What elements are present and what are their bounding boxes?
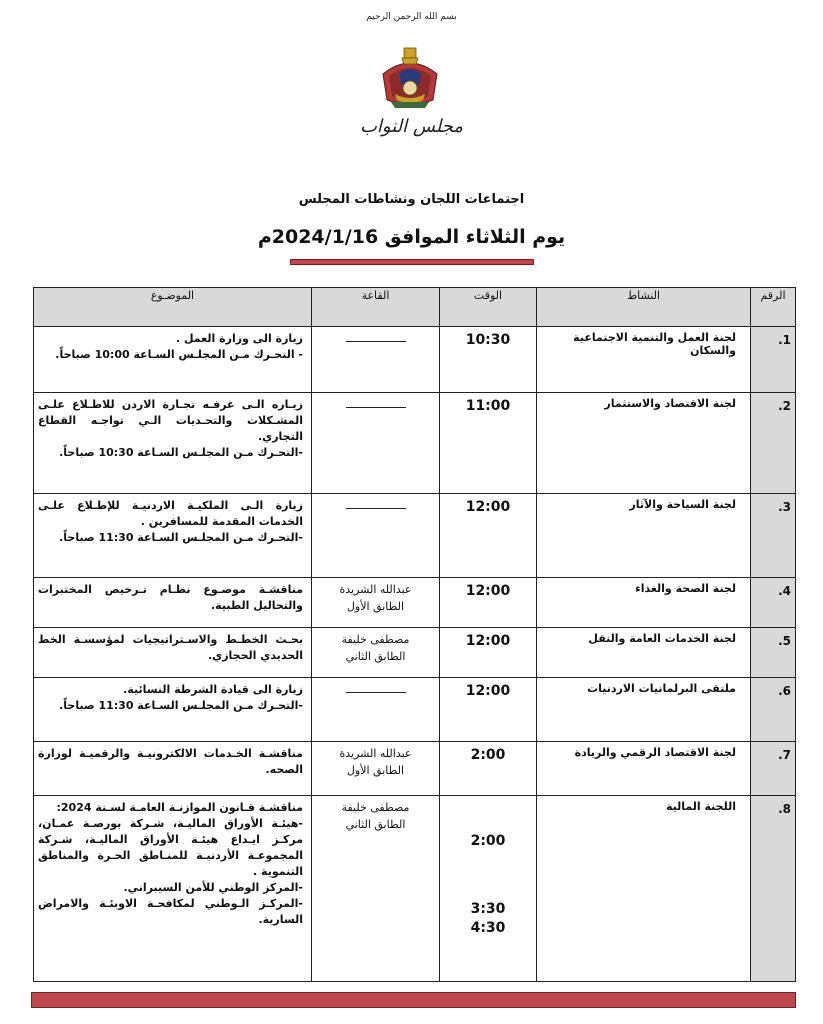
table-row [34,678,796,742]
empty-hall-line [346,498,406,509]
row-time: 12:00 [440,578,537,628]
page-title: يوم الثلاثاء الموافق 2024/1/16م [257,226,566,248]
time-slot: 3:30 [470,900,506,917]
row-topic [34,578,312,628]
title-underline-bar [290,259,534,265]
hall-floor: الطابق الأول [346,763,405,777]
row-number: 4. [751,578,796,628]
time-slot: 2:00 [470,833,506,849]
column-header-hall: القاعة [312,288,440,327]
row-time: 12:00 [440,494,537,578]
empty-hall-line [346,682,406,693]
row-hall [312,742,440,796]
basmala: بسم الله الرحمن الرحيم [366,12,457,22]
hall-name: مصطفى خليفة [341,801,410,814]
table-row [34,628,796,678]
column-header-topic: الموضـوع [34,288,312,327]
page-subtitle: اجتماعات اللجان ونشاطات المجلس [298,192,525,207]
row-number: 6. [751,678,796,742]
row-hall [312,678,440,742]
hall-name: عبدالله الشريدة [339,583,412,596]
row-time: 11:00 [440,393,537,494]
empty-hall-line [346,331,406,342]
row-number: 8. [751,796,796,982]
row-activity: لجنة الصحة والغذاء [537,578,751,628]
topic-line: -هيئـة الأوراق الماليـة، شـركة بورصـة عمـان، مركـز ايـداع هيئـة الأوراق الماليـة، شـركة المجموعـة الأردنيـة للمنـاطق الحـرة والمناطق التنموية . [38,816,303,878]
row-topic [34,742,312,796]
hall-floor: الطابق الأول [346,599,405,613]
topic-line: زيـاره الـى غرفـه تجـارة الاردن للاطـلاع علـى المشـكلات والتحـديات الـي تواجـه القطاع التجاري. [38,398,303,443]
topic-line: - التحـرك مـن المجلـس السـاعة 10:00 صباحاً. [55,347,303,361]
row-activity: لجنة الاقتصاد الرقمي والريادة [537,742,751,796]
row-hall [312,393,440,494]
row-time [440,796,537,982]
row-time: 12:00 [440,678,537,742]
table-header-row [34,288,796,327]
row-number: 3. [751,494,796,578]
row-time: 12:00 [440,628,537,678]
row-topic [34,494,312,578]
table-row [34,578,796,628]
row-hall [312,327,440,393]
table-row [34,327,796,393]
table-row [34,742,796,796]
empty-hall-line [346,397,406,408]
row-activity: ملتقى البرلمانيات الاردنيات [537,678,751,742]
topic-line: -التحـرك مـن المجلـس السـاعة 11:30 صباحاً. [59,698,303,712]
row-activity: لجنة الخدمات العامة والنقل [537,628,751,678]
row-number: 1. [751,327,796,393]
topic-line: مناقشـة الخـدمات الالكترونيـة والرقميـة لوزارة الصحه. [38,747,303,776]
topic-line: -المركز الوطني للأمن السيبراني. [123,880,303,894]
row-number: 5. [751,628,796,678]
schedule-table [33,287,796,982]
row-hall [312,494,440,578]
row-activity: لجنة السياحة والآثار [537,494,751,578]
topic-line: بحـث الخطـط والاسـتراتيجيات لمؤسسـة الخط الحديدي الحجازي. [38,633,303,662]
row-topic [34,678,312,742]
row-time: 10:30 [440,327,537,393]
row-number: 2. [751,393,796,494]
row-topic [34,796,312,982]
hall-name: عبدالله الشريدة [339,747,412,760]
row-topic [34,327,312,393]
row-topic [34,628,312,678]
row-number: 7. [751,742,796,796]
row-activity: اللجنة المالية [537,796,751,982]
hall-floor: الطابق الثاني [345,817,406,831]
topic-line: -التحـرك مـن المجلـس السـاعة 10:30 صباحاً. [59,445,303,459]
time-slot: 4:30 [470,920,506,937]
table-row [34,796,796,982]
hall-name: مصطفى خليفة [341,633,410,646]
hall-floor: الطابق الثاني [345,649,406,663]
row-hall [312,578,440,628]
topic-line: زيارة الى وزارة العمل . [175,332,303,345]
topic-line: -التحـرك مـن المجلـس السـاعة 11:30 صباحاً. [59,530,303,544]
row-topic [34,393,312,494]
jordan-coat-of-arms-icon [375,44,445,114]
row-hall [312,628,440,678]
column-header-number: الرقم [751,288,796,327]
row-time: 2:00 [440,742,537,796]
topic-line: زيارة الـى الملكيـة الاردنيـة للإطـلاع علـى الخدمات المقدمة للمسافرين . [38,499,303,528]
row-activity: لجنة الاقتصاد والاستثمار [537,393,751,494]
topic-line: مناقشـة قـانون الموازنـة العامـة لسـنة 2024: [56,801,303,814]
topic-line: -المركـز الـوطني لمكافحـة الاوبئـة والامراض السارية. [38,896,303,926]
row-activity: لجنة العمل والتنمية الاجتماعية والسكان [537,327,751,393]
footer-bar [31,992,796,1008]
topic-line: زيارة الى قيادة الشرطة النسائية. [123,683,303,696]
topic-line: مناقشـة موضـوع نظـام تـرخيص المختبرات والتحاليل الطبية. [38,583,303,612]
column-header-activity: النشاط [537,288,751,327]
table-row [34,393,796,494]
table-row [34,494,796,578]
column-header-time: الوقت [440,288,537,327]
row-hall [312,796,440,982]
council-logo-text: مجلس النواب [359,116,464,137]
